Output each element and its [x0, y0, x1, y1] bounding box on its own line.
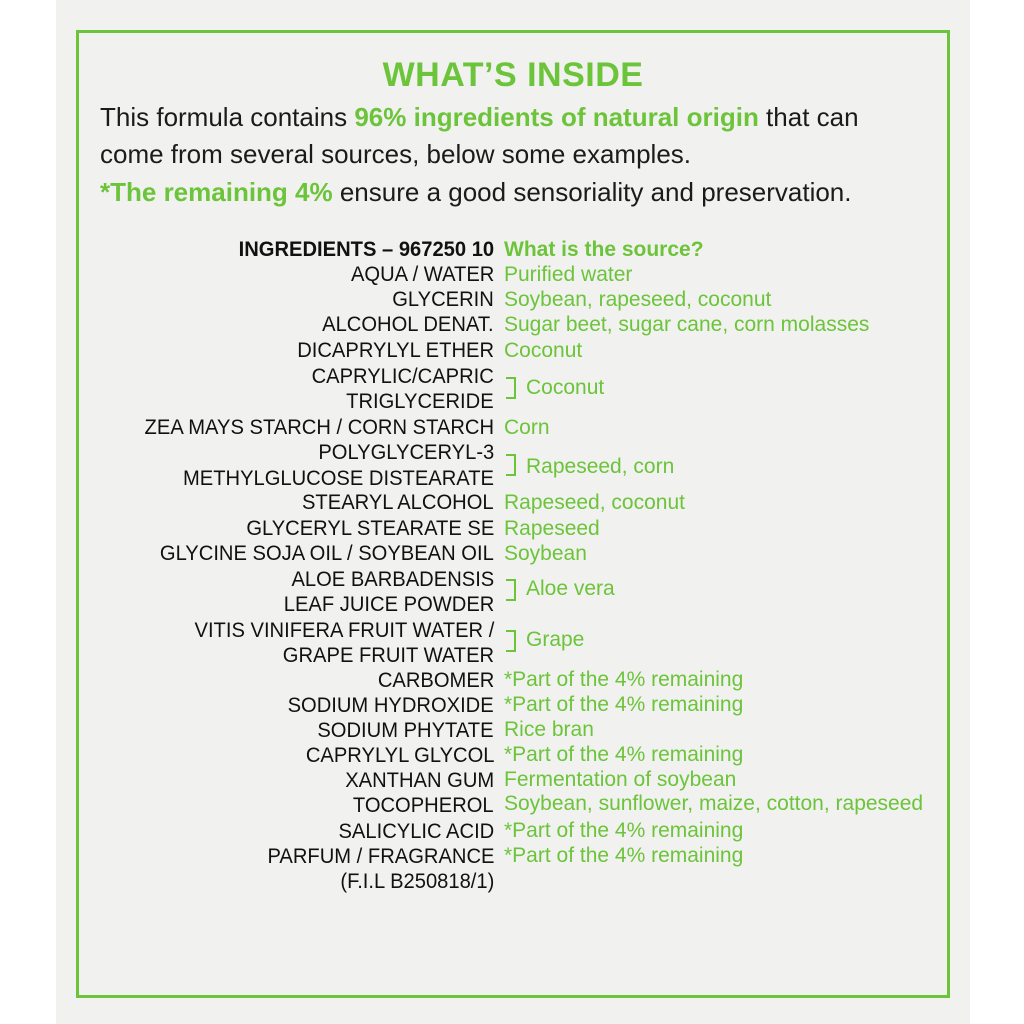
ingredient-name: STEARYL ALCOHOL [302, 491, 494, 514]
ingredient-name: SALICYLIC ACID [338, 820, 494, 843]
ingredient-name: AQUA / WATER [350, 263, 494, 286]
intro-highlight: 96% ingredients of natural origin [354, 102, 759, 132]
intro-text: ensure a good sensoriality and preservation. [332, 177, 852, 207]
bracket-icon [506, 630, 516, 652]
ingredient-name: ZEA MAYS STARCH / CORN STARCH [144, 416, 494, 439]
ingredient-source: Coconut [504, 339, 583, 362]
ingredient-source: *Part of the 4% remaining [504, 668, 744, 691]
ingredient-name-line-1: POLYGLYCERYL-3 [318, 441, 494, 464]
ingredient-source: *Part of the 4% remaining [504, 844, 744, 867]
ingredient-source: Rapeseed, corn [526, 455, 675, 478]
ingredient-name: CARBOMER [377, 669, 494, 692]
bracket-icon [506, 579, 516, 601]
page-title: WHAT’S INSIDE [382, 56, 644, 94]
ingredient-name-line-1: VITIS VINIFERA FRUIT WATER / [194, 619, 494, 642]
ingredient-name: SODIUM PHYTATE [317, 719, 494, 742]
ingredient-name: DICAPRYLYL ETHER [297, 339, 494, 362]
ingredient-source: *Part of the 4% remaining [504, 693, 744, 716]
ingredient-name: TOCOPHEROL [353, 794, 494, 817]
ingredient-name-line-1: ALOE BARBADENSIS [291, 568, 494, 591]
intro-line-2: come from several sources, below some examples. [100, 139, 692, 169]
ingredient-name: GLYCINE SOJA OIL / SOYBEAN OIL [160, 542, 494, 565]
ingredient-name: ALCOHOL DENAT. [322, 313, 494, 336]
batch-footnote: (F.I.L B250818/1) [340, 870, 494, 893]
ingredient-name-line-2: GRAPE FRUIT WATER [282, 644, 494, 667]
bracket-icon [506, 377, 516, 399]
ingredient-source: Purified water [504, 263, 633, 286]
ingredient-source: *Part of the 4% remaining [504, 819, 744, 842]
ingredient-source: Coconut [526, 376, 605, 399]
ingredient-source: Sugar beet, sugar cane, corn molasses [504, 313, 870, 336]
intro-line-1 [100, 102, 960, 133]
ingredient-source: Soybean, sunflower, maize, cotton, rapeseed [504, 792, 924, 815]
ingredient-source: Rice bran [504, 718, 594, 741]
ingredients-header: INGREDIENTS – 967250 10 [238, 238, 494, 261]
ingredient-source: Fermentation of soybean [504, 768, 737, 791]
ingredient-name-line-2: TRIGLYCERIDE [346, 390, 494, 413]
ingredient-source: Corn [504, 416, 550, 439]
ingredient-source: Rapeseed, coconut [504, 491, 685, 514]
ingredient-name: CAPRYLYL GLYCOL [305, 744, 494, 767]
intro-text: This formula contains [100, 102, 355, 132]
ingredient-source: Soybean [504, 542, 587, 565]
ingredient-source: *Part of the 4% remaining [504, 743, 744, 766]
source-header: What is the source? [504, 238, 704, 261]
ingredient-source: Aloe vera [526, 577, 615, 600]
ingredient-name-line-2: LEAF JUICE POWDER [283, 593, 494, 616]
ingredient-name: SODIUM HYDROXIDE [287, 694, 494, 717]
ingredient-name: GLYCERYL STEARATE SE [246, 517, 494, 540]
intro-line-3 [100, 177, 960, 208]
intro-text: that can [758, 102, 859, 132]
bracket-icon [506, 454, 516, 476]
intro-highlight: *The remaining 4% [100, 177, 333, 207]
ingredient-source: Rapeseed [504, 517, 600, 540]
ingredient-name: PARFUM / FRAGRANCE [266, 845, 494, 868]
ingredient-name: XANTHAN GUM [345, 769, 494, 792]
ingredient-name-line-1: CAPRYLIC/CAPRIC [311, 365, 494, 388]
ingredient-source: Soybean, rapeseed, coconut [504, 288, 772, 311]
ingredient-name-line-2: METHYLGLUCOSE DISTEARATE [182, 467, 494, 490]
ingredient-name: GLYCERIN [392, 288, 494, 311]
ingredient-source: Grape [526, 628, 585, 651]
